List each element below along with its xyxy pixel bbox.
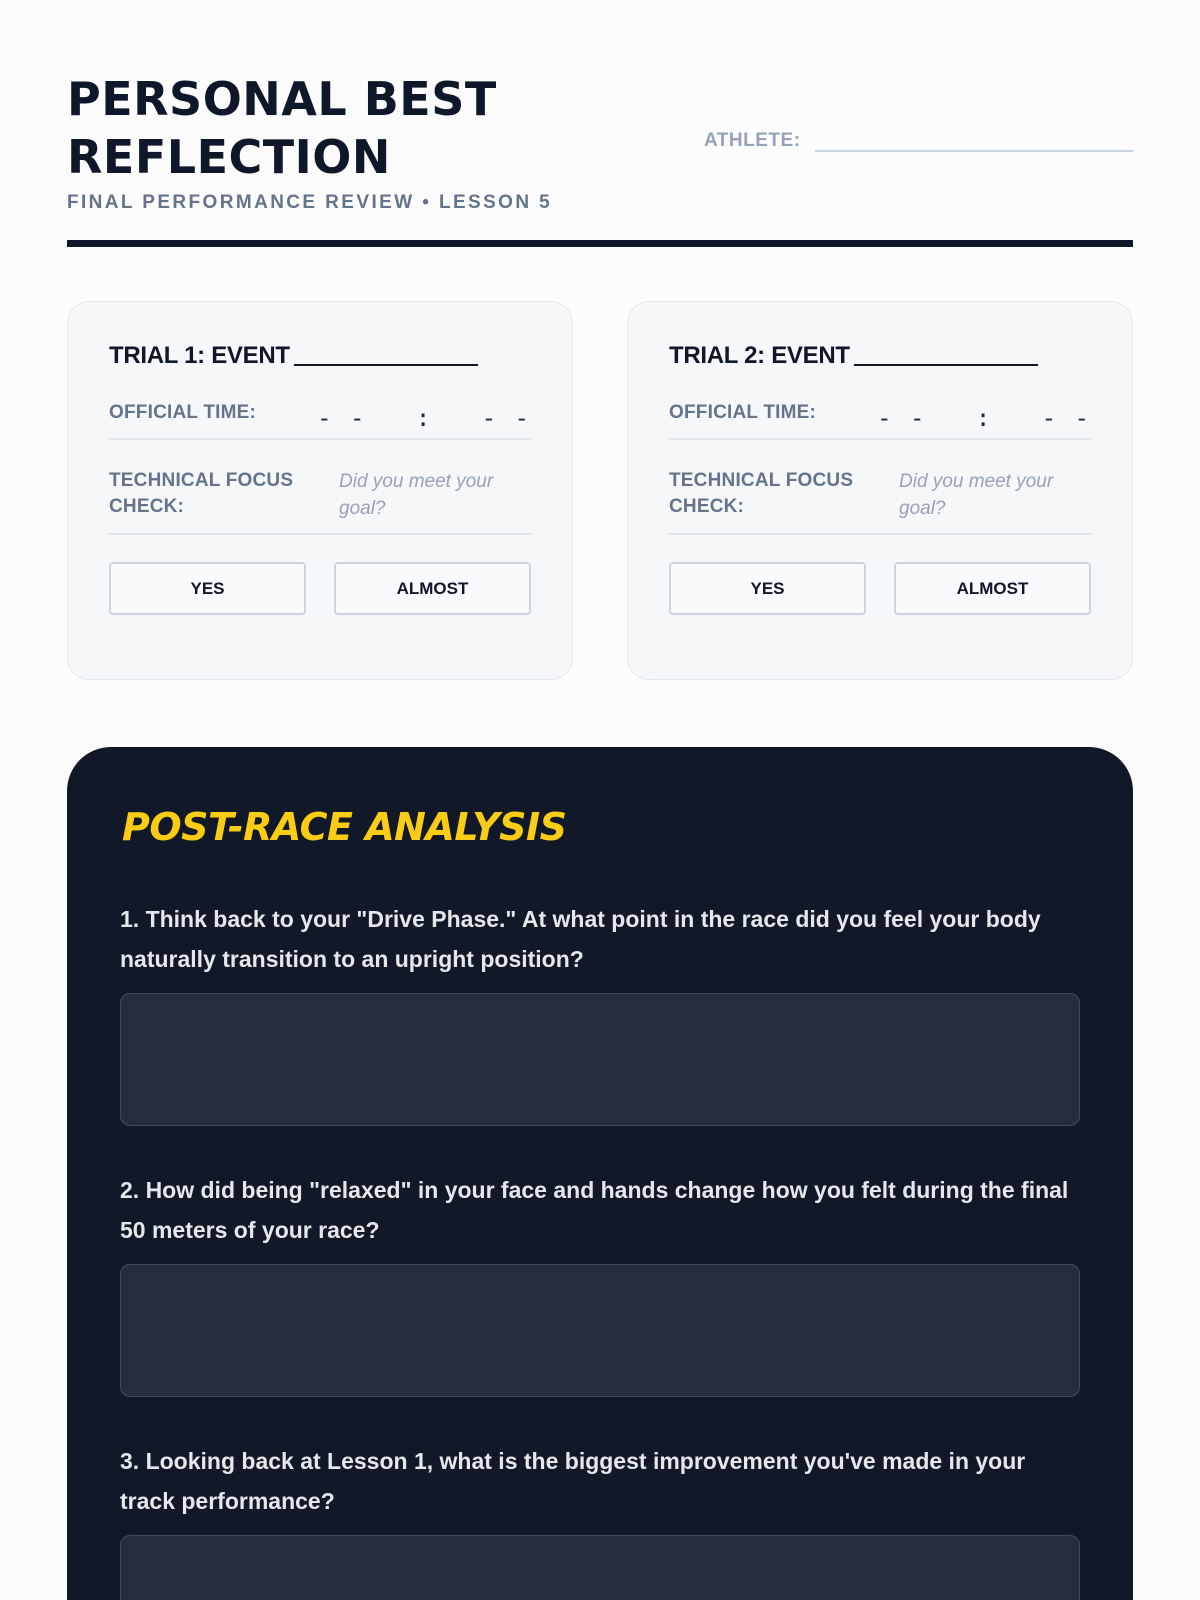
trial-title-text: TRIAL 2: EVENT [669, 342, 850, 369]
focus-choice-buttons [109, 562, 531, 615]
analysis-title: POST-RACE ANALYSIS [122, 805, 567, 849]
worksheet-header [67, 0, 1133, 247]
official-time-row [109, 370, 531, 440]
trial-title-text: TRIAL 1: EVENT [109, 342, 290, 369]
technical-focus-label: TECHNICAL FOCUS CHECK: [109, 470, 294, 517]
athlete-field [704, 124, 1133, 152]
athlete-label: ATHLETE: [704, 130, 801, 151]
athlete-name-input[interactable] [815, 124, 1133, 152]
question-3: 3. Looking back at Lesson 1, what is the biggest improvement you've made in your track performance? [120, 1448, 1026, 1514]
trial-card-1 [67, 301, 573, 680]
answer-box-1[interactable] [120, 993, 1080, 1126]
event-blank-line[interactable] [294, 342, 478, 366]
official-time-value[interactable]: - - : - - [877, 404, 1091, 432]
technical-focus-hint: Did you meet your goal? [339, 471, 494, 519]
technical-focus-hint: Did you meet your goal? [899, 471, 1054, 519]
trial-title [669, 342, 1091, 370]
almost-button[interactable]: ALMOST [334, 562, 531, 615]
trial-card-2 [627, 301, 1133, 680]
question-2: 2. How did being "relaxed" in your face and hands change how you felt during the final 50 meters of your race? [120, 1177, 1069, 1243]
answer-box-3[interactable] [120, 1535, 1080, 1600]
yes-button[interactable]: YES [669, 562, 866, 615]
technical-focus-row [669, 440, 1091, 535]
event-blank-line[interactable] [854, 342, 1038, 366]
official-time-row [669, 370, 1091, 440]
post-race-analysis-panel [67, 747, 1133, 1600]
answer-box-2[interactable] [120, 1264, 1080, 1397]
official-time-value[interactable]: - - : - - [317, 404, 531, 432]
trial-cards [67, 301, 1133, 680]
page-title: PERSONAL BEST REFLECTION [67, 72, 497, 184]
yes-button[interactable]: YES [109, 562, 306, 615]
technical-focus-label: TECHNICAL FOCUS CHECK: [669, 470, 854, 517]
technical-focus-row [109, 440, 531, 535]
official-time-label: OFFICIAL TIME: [109, 402, 257, 423]
focus-choice-buttons [669, 562, 1091, 615]
almost-button[interactable]: ALMOST [894, 562, 1091, 615]
trial-title [109, 342, 531, 370]
question-1: 1. Think back to your "Drive Phase." At what point in the race did you feel your body naturally transition to an upright position? [120, 906, 1041, 972]
page-subtitle: FINAL PERFORMANCE REVIEW • LESSON 5 [67, 192, 553, 213]
official-time-label: OFFICIAL TIME: [669, 402, 817, 423]
